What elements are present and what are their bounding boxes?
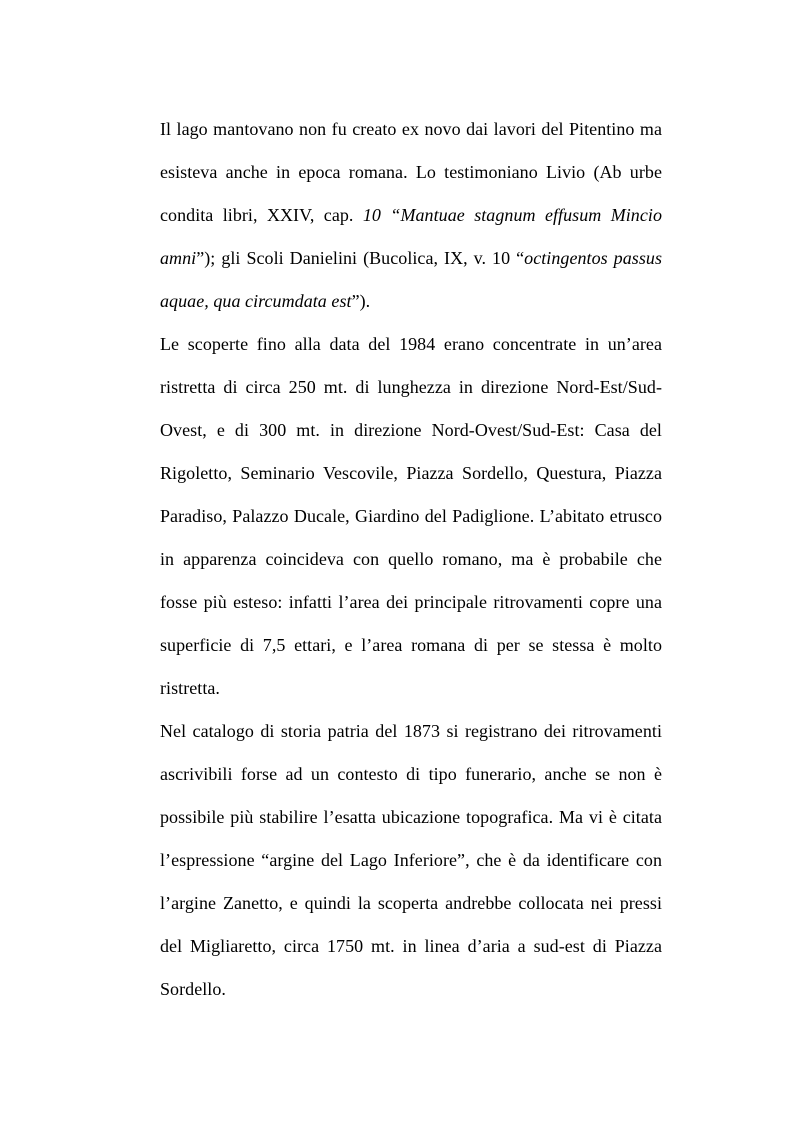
paragraph-catalog-1873 [160,710,662,1011]
text-run-italic: 10 “Mantuae stagnum effusum Mincio amni [160,205,662,268]
text-run: ”); gli Scoli Danielini (Bucolica, IX, v. 10 “ [196,248,525,268]
text-run: Nel catalogo di storia patria del 1873 si registrano dei ritrovamenti ascrivibili forse ad un contesto di tipo funerario, anche se non è possibile più stabilire l’esatta ubicazione topografica. Ma vi è citata l’espressione “argine del Lago Inferiore”, che è da identificare con l’argine Zanetto, e quindi la scoperta andrebbe collocata nei pressi del Migliaretto, circa 1750 mt. in linea d’aria a sud-est di Piazza Sordello. [160,721,662,999]
text-run: Il lago mantovano non fu creato ex novo dai lavori del Pitentino ma esisteva anche in epoca romana. Lo testimoniano Livio (Ab urbe condita libri, XXIV, cap. [160,119,662,225]
text-run: Le scoperte fino alla data del 1984 erano concentrate in un’area ristretta di circa 250 mt. di lunghezza in direzione Nord-Est/Sud-Ovest, e di 300 mt. in direzione Nord-Ovest/Sud-Est: Casa del Rigoletto, Seminario Vescovile, Piazza Sordello, Questura, Piazza Paradiso, Palazzo Ducale, Giardino del Padiglione. L’abitato etrusco in apparenza coincideva con quello romano, ma è probabile che fosse più esteso: infatti l’area dei principale ritrovamenti copre una superficie di 7,5 ettari, e l’area romana di per se stessa è molto ristretta. [160,334,662,698]
paragraph-discoveries [160,323,662,710]
body-text [160,108,662,1011]
text-run: ”). [351,291,371,311]
paragraph-lake-history [160,108,662,323]
text-run-italic: octingentos passus aquae, qua circumdata est [160,248,662,311]
